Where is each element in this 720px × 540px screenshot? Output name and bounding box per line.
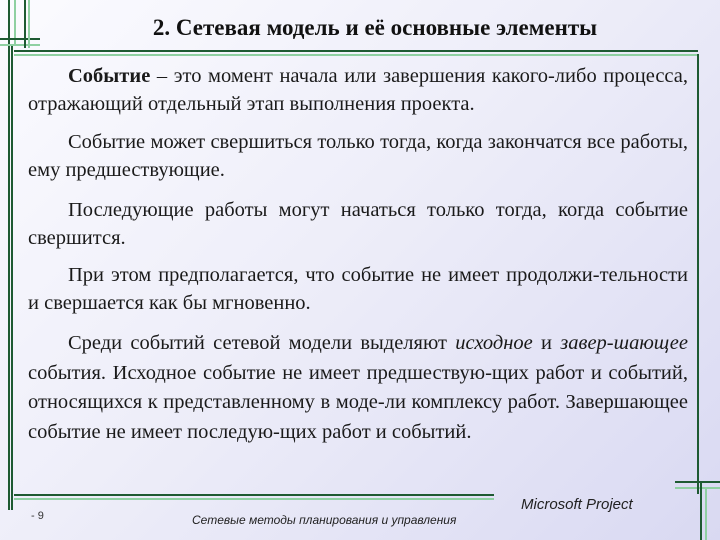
text-segment: события. Исходное событие не имеет предшествую-щих работ и событий, относящихся к представленному в моде-ли комплексу работ. Завершающее событие не имеет последую-щих работ и событий. [28, 361, 688, 443]
footer-course-title: Сетевые методы планирования и управления [192, 513, 457, 527]
term-final: завер-шающее [560, 332, 688, 354]
text-segment: Среди событий сетевой модели выделяют [68, 332, 456, 354]
term-event: Событие [68, 65, 151, 87]
slide-title: 2. Сетевая модель и её основные элементы [152, 15, 598, 40]
definition-text: – это момент начала или завершения какого-либо процесса, отражающий отдельный этап выполнения проекта. [28, 65, 688, 115]
term-initial: исходное [455, 332, 533, 354]
paragraph-completion: Событие может свершиться только тогда, когда закончатся все работы, ему предшествующие. [28, 131, 688, 181]
paragraph-subsequent-work: Последующие работы могут начаться только тогда, когда событие свершится. [28, 199, 688, 249]
paragraph-definition [28, 62, 688, 118]
paragraph-event-types [28, 329, 688, 447]
slide-number: - 9 [31, 510, 44, 522]
paragraph-duration: При этом предполагается, что событие не имеет продолжи-тельности и свершается как бы мгновенно. [28, 264, 688, 314]
footer-software-name: Microsoft Project [521, 496, 633, 513]
text-segment: и [532, 332, 561, 354]
slide-body [28, 62, 688, 447]
